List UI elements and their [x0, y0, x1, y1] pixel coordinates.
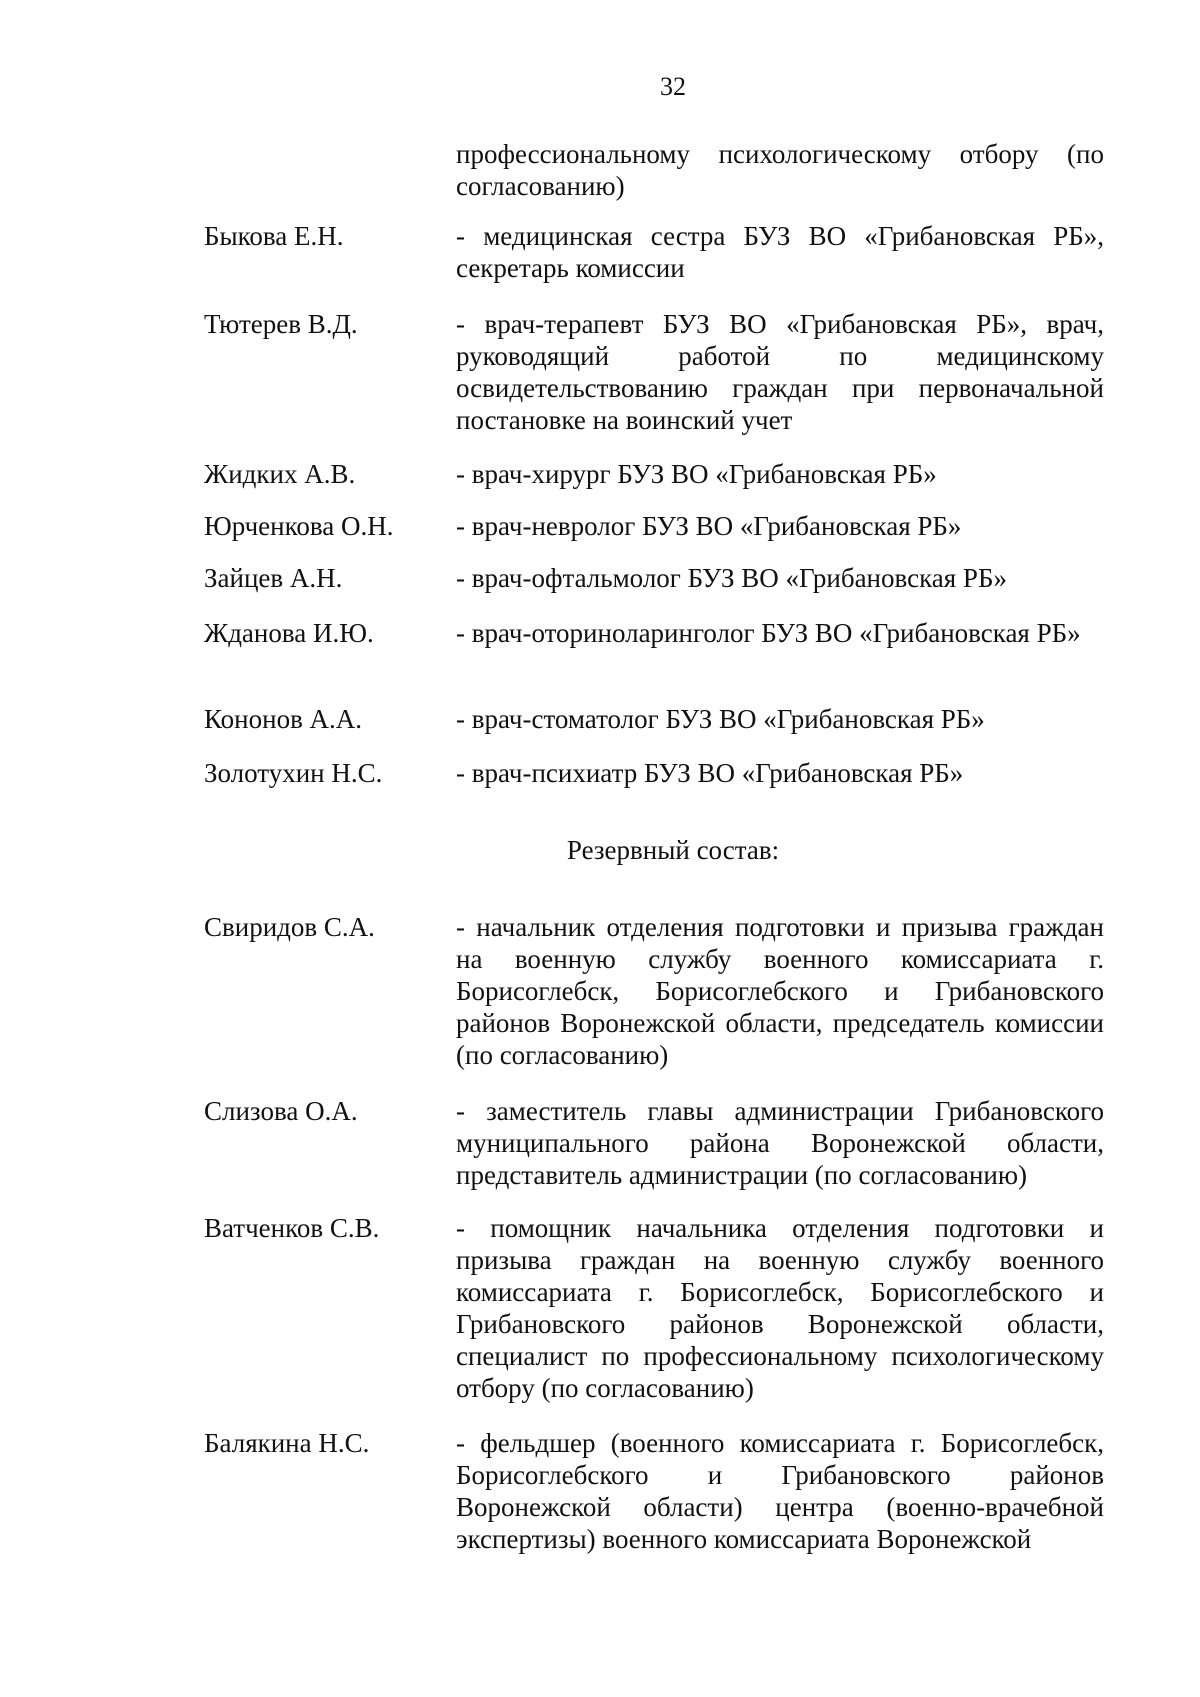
member-role: - врач-офтальмолог БУЗ ВО «Грибановская РБ» — [456, 563, 1007, 593]
member-name: Кононов А.А. — [204, 704, 363, 734]
member-name: Золотухин Н.С. — [204, 758, 383, 788]
page-number: 32 — [660, 72, 686, 101]
member-role: - фельдшер (военного комиссариата г. Борисоглебск, Борисоглебского и Грибановского районов Воронежской области) центра (военно-врачебной экспертизы) военного комиссариата Воронежской — [456, 1428, 1104, 1554]
member-name: Юрченкова О.Н. — [204, 511, 394, 541]
member-role: - врач-оториноларинголог БУЗ ВО «Грибановская РБ» — [456, 618, 1081, 648]
member-name: Свиридов С.А. — [204, 912, 375, 942]
member-name: Жидких А.В. — [204, 459, 356, 489]
member-role: - врач-стоматолог БУЗ ВО «Грибановская РБ» — [456, 704, 985, 734]
member-role: - заместитель главы администрации Грибановского муниципального района Воронежской области, представитель администрации (по согласованию) — [456, 1096, 1104, 1190]
member-name: Жданова И.Ю. — [204, 618, 374, 648]
member-name: Слизова О.А. — [204, 1096, 358, 1126]
member-role: - врач-хирург БУЗ ВО «Грибановская РБ» — [456, 459, 937, 489]
member-role: - врач-психиатр БУЗ ВО «Грибановская РБ» — [456, 758, 964, 788]
member-role: - начальник отделения подготовки и призыва граждан на военную службу военного комиссариата г. Борисоглебск, Борисоглебского и Грибановского районов Воронежской области, председатель комиссии (по согласованию) — [456, 912, 1104, 1070]
member-name: Балякина Н.С. — [204, 1428, 370, 1458]
member-role: - помощник начальника отделения подготовки и призыва граждан на военную службу военного комиссариата г. Борисоглебск, Борисоглебского и Грибановского районов Воронежской области, специалист по профессиональному психологическому отбору (по согласованию) — [456, 1213, 1104, 1403]
member-role: - медицинская сестра БУЗ ВО «Грибановская РБ», секретарь комиссии — [456, 221, 1104, 283]
member-role: - врач-терапевт БУЗ ВО «Грибановская РБ», врач, руководящий работой по медицинскому освидетельствованию граждан при первоначальной постановке на воинский учет — [456, 309, 1104, 435]
reserve-section-title: Резервный состав: — [566, 835, 780, 865]
member-name: Зайцев А.Н. — [204, 563, 343, 593]
member-name: Ватченков С.В. — [204, 1213, 380, 1243]
intro-continuation: профессиональному психологическому отбору (по согласованию) — [456, 139, 1104, 201]
member-role: - врач-невролог БУЗ ВО «Грибановская РБ» — [456, 511, 962, 541]
member-name: Быкова Е.Н. — [204, 221, 344, 251]
member-name: Тютерев В.Д. — [204, 309, 358, 339]
